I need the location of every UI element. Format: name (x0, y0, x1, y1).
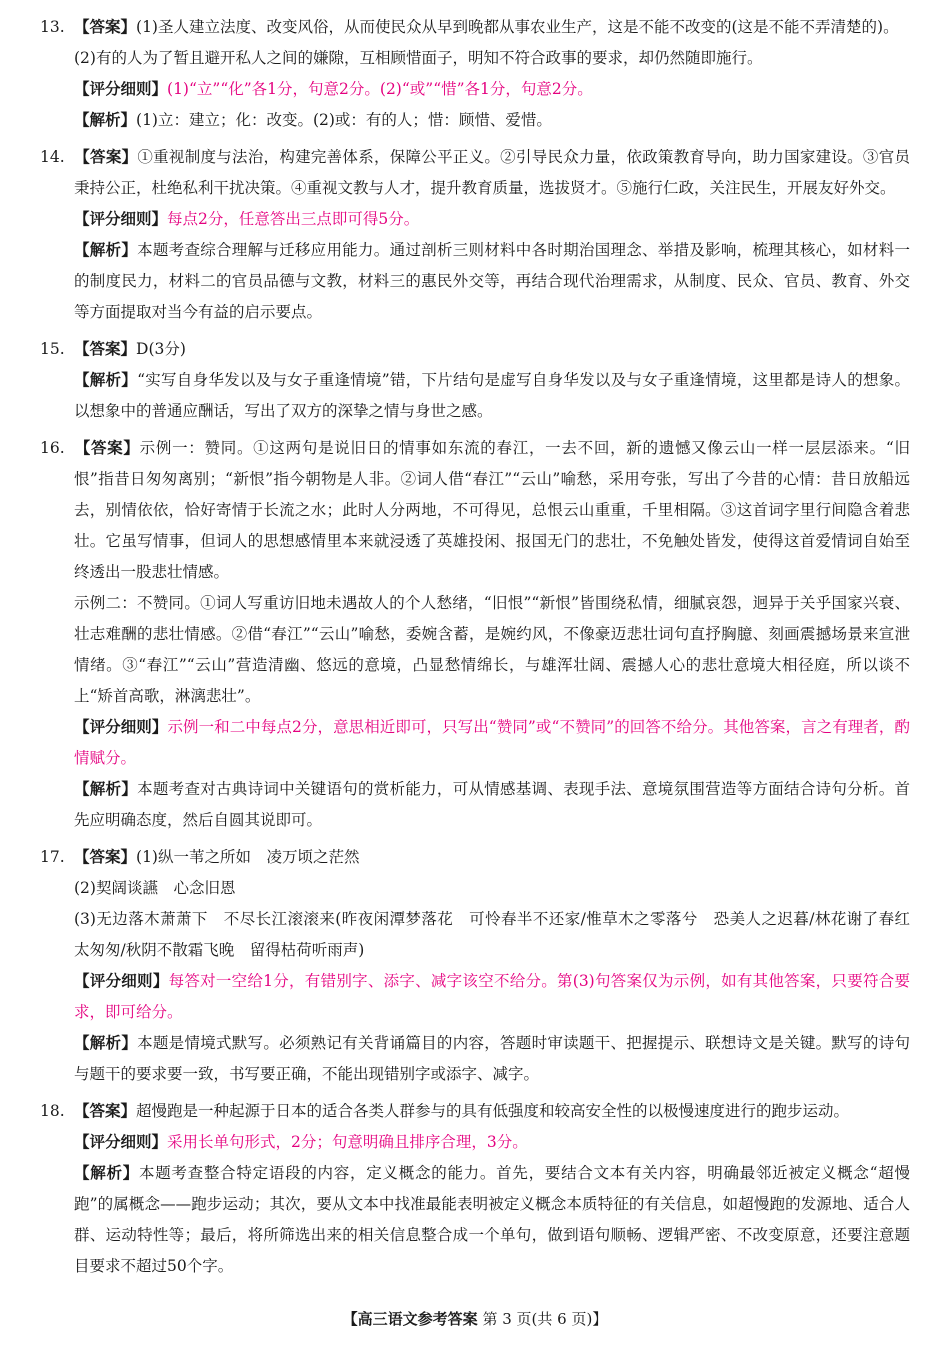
question-number: 14. (40, 148, 65, 166)
answer-first-line (40, 433, 910, 588)
question-number: 15. (40, 340, 65, 358)
answer-text: (2)契阔谈讌 心念旧恩 (74, 879, 236, 897)
answer-line (40, 43, 910, 74)
answer-line (40, 873, 910, 904)
question-number: 13. (40, 18, 65, 36)
question-number: 17. (40, 848, 65, 866)
question-number: 16. (40, 439, 65, 457)
answer-tag: 【答案】 (74, 439, 140, 457)
answer-first-line (40, 842, 910, 873)
answer-text: ①重视制度与法治，构建完善体系，保障公平正义。②引导民众力量，依政策教育导向，助力国家建设。③官员秉持公正，杜绝私利干扰决策。④重视文教与人才，提升教育质量，选拔贤才。⑤施行仁政，关注民生，开展友好外交。 (74, 148, 910, 197)
scoring-line (40, 74, 910, 105)
page-footer (0, 1308, 950, 1329)
answer-text: 超慢跑是一种起源于日本的适合各类人群参与的具有低强度和较高安全性的以极慢速度进行的跑步运动。 (136, 1102, 850, 1120)
scoring-text: 每点2分，任意答出三点即可得5分。 (167, 210, 420, 228)
analysis-tag: 【解析】 (74, 111, 137, 129)
question-number: 18. (40, 1102, 65, 1120)
analysis-text: 本题考查综合理解与迁移应用能力。通过剖析三则材料中各时期治国理念、举措及影响，梳理其核心，如材料一的制度民力，材料二的官员品德与文教，材料三的惠民外交等，再结合现代治理需求，从制度、民众、官员、教育、外交等方面提取对当今有益的启示要点。 (74, 241, 910, 321)
answer-text: (1)圣人建立法度、改变风俗，从而使民众从早到晚都从事农业生产，这是不能不改变的(这是不能不弄清楚的)。 (136, 18, 899, 36)
analysis-tag: 【解析】 (74, 1164, 139, 1182)
answer-tag: 【答案】 (74, 148, 138, 166)
scoring-line (40, 712, 910, 774)
analysis-line (40, 1028, 910, 1090)
answer-text: D(3分) (136, 340, 186, 358)
scoring-line (40, 204, 910, 235)
answer-content (40, 12, 926, 1288)
answer-tag: 【答案】 (74, 18, 137, 36)
analysis-text: 本题是情境式默写。必须熟记有关背诵篇目的内容，答题时审读题干、把握提示、联想诗文是关键。默写的诗句与题干的要求要一致，书写要正确，不能出现错别字或添字、减字。 (74, 1034, 910, 1083)
analysis-tag: 【解析】 (74, 1034, 138, 1052)
scoring-tag: 【评分细则】 (74, 80, 168, 98)
answer-first-line (40, 1096, 910, 1127)
question-block (40, 433, 910, 836)
answer-text: (2)有的人为了暂且避开私人之间的嫌隙，互相顾惜面子，明知不符合政事的要求，却仍然随即施行。 (74, 49, 763, 67)
scoring-line (40, 966, 910, 1028)
answer-line (40, 904, 926, 966)
scoring-tag: 【评分细则】 (74, 210, 168, 228)
question-block (40, 142, 910, 328)
scoring-text: 每答对一空给1分，有错别字、添字、减字该空不给分。第(3)句答案仅为示例，如有其他答案，只要符合要求，即可给分。 (74, 972, 910, 1021)
analysis-line (40, 105, 910, 136)
footer-page-number: 第 3 页(共 6 页)】 (482, 1310, 608, 1328)
answer-first-line (40, 334, 910, 365)
analysis-tag: 【解析】 (74, 371, 138, 389)
answer-tag: 【答案】 (74, 1102, 137, 1120)
answer-line (40, 588, 910, 712)
analysis-text: 本题考查整合特定语段的内容，定义概念的能力。首先，要结合文本有关内容，明确最邻近被定义概念“超慢跑”的属概念——跑步运动；其次，要从文本中找准最能表明被定义概念本质特征的有关信息，如超慢跑的发源地、适合人群、运动特性等；最后，将所筛选出来的相关信息整合成一个单句，做到语句顺畅、逻辑严密、不改变原意，还要注意题目要求不超过50个字。 (74, 1164, 910, 1275)
answer-text: 示例一：赞同。①这两句是说旧日的情事如东流的春江，一去不回，新的遗憾又像云山一样一层层添来。“旧恨”指昔日匆匆离别；“新恨”指今朝物是人非。②词人借“春江”“云山”喻愁，采用夸张，写出了今昔的心情：昔日放船远去，别情依依，恰好寄情于长流之水；此时人分两地，不可得见，总恨云山重重，千里相隔。③这首词字里行间隐含着悲壮。它虽写情事，但词人的思想感情里本来就浸透了英雄投闲、报国无门的悲壮，不免触处皆发，使得这首爱情词自始至终透出一股悲壮情感。 (74, 439, 910, 581)
scoring-text: 示例一和二中每点2分，意思相近即可，只写出“赞同”或“不赞同”的回答不给分。其他答案，言之有理者，酌情赋分。 (74, 718, 910, 767)
scoring-tag: 【评分细则】 (74, 718, 168, 736)
scoring-text: 采用长单句形式，2分；句意明确且排序合理，3分。 (167, 1133, 528, 1151)
answer-text: (1)纵一苇之所如 凌万顷之茫然 (136, 848, 360, 866)
scoring-tag: 【评分细则】 (74, 972, 169, 990)
analysis-text: (1)立：建立；化：改变。(2)或：有的人；惜：顾惜、爱惜。 (136, 111, 552, 129)
answer-first-line (40, 142, 910, 204)
answer-tag: 【答案】 (74, 340, 137, 358)
scoring-line (40, 1127, 910, 1158)
analysis-line (40, 235, 910, 328)
analysis-line (40, 774, 910, 836)
question-block (40, 1096, 910, 1282)
scoring-tag: 【评分细则】 (74, 1133, 168, 1151)
analysis-line (40, 1158, 910, 1282)
answer-text: 示例二：不赞同。①词人写重访旧地未遇故人的个人愁绪，“旧恨”“新恨”皆围绕私情，细腻哀怨，迥异于关乎国家兴衰、壮志难酬的悲壮情感。②借“春江”“云山”喻愁，委婉含蓄，是婉约风，不像豪迈悲壮词句直抒胸臆、刻画震撼场景来宣泄情绪。③“春江”“云山”营造清幽、悠远的意境，凸显愁情绵长，与雄浑壮阔、震撼人心的悲壮意境大相径庭，所以谈不上“矫首高歌，淋漓悲壮”。 (74, 594, 910, 705)
answer-text: (3)无边落木萧萧下 不尽长江滚滚来(昨夜闲潭梦落花 可怜春半不还家/惟草木之零落兮 恐美人之迟暮/林花谢了春红 太匆匆/秋阴不散霜飞晚 留得枯荷听雨声) (74, 910, 926, 959)
answer-tag: 【答案】 (74, 848, 137, 866)
analysis-tag: 【解析】 (74, 241, 138, 259)
analysis-text: “实写自身华发以及与女子重逢情境”错，下片结句是虚写自身华发以及与女子重逢情境，这里都是诗人的想象。以想象中的普通应酬话，写出了双方的深挚之情与身世之感。 (74, 371, 910, 420)
footer-title: 【高三语文参考答案 (342, 1310, 478, 1328)
question-block (40, 842, 926, 1090)
question-block (40, 334, 910, 427)
analysis-tag: 【解析】 (74, 780, 138, 798)
analysis-line (40, 365, 910, 427)
analysis-text: 本题考查对古典诗词中关键语句的赏析能力，可从情感基调、表现手法、意境氛围营造等方面结合诗句分析。首先应明确态度，然后自圆其说即可。 (74, 780, 910, 829)
scoring-text: (1)“立”“化”各1分，句意2分。(2)“或”“惜”各1分，句意2分。 (167, 80, 593, 98)
answer-first-line (40, 12, 910, 43)
question-block (40, 12, 910, 136)
